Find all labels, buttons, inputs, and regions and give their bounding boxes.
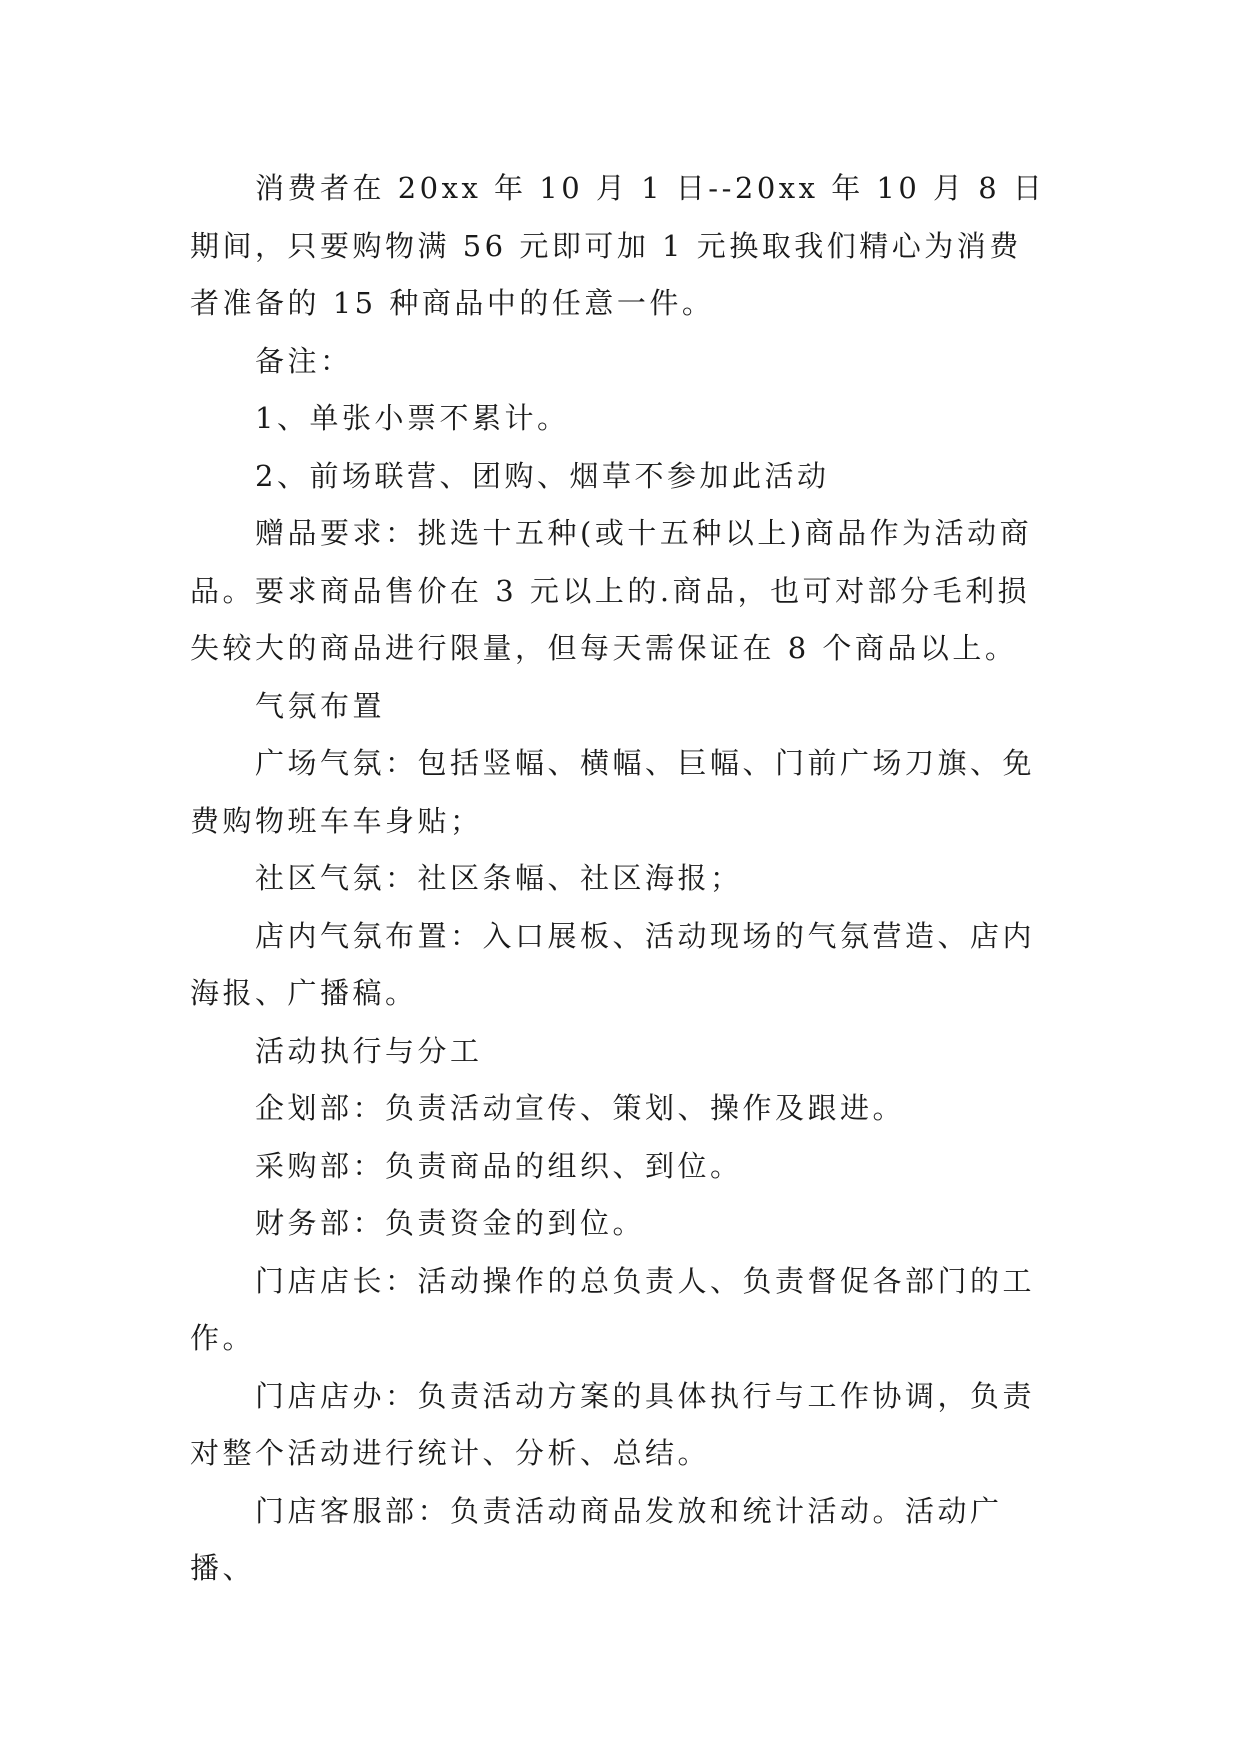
paragraph-note-2: 2、前场联营、团购、烟草不参加此活动 — [255, 458, 830, 493]
paragraph-community-atmosphere: 社区气氛：社区条幅、社区海报； — [255, 861, 743, 895]
paragraph-finance-dept: 财务部：负责资金的到位。 — [255, 1206, 646, 1240]
paragraph-store-atmosphere: 店内气氛布置：入口展板、活动现场的气氛营造、店内海报、广播稿。 — [190, 918, 1036, 1010]
paragraph-gift-requirements: 赠品要求：挑选十五种(或十五种以上)商品作为活动商品。要求商品售价在 3 元以上的.商品，也可对部分毛利损失较大的商品进行限量，但每天需保证在 8 个商品以上。 — [190, 516, 1033, 665]
paragraph-store-office: 门店店办：负责活动方案的具体执行与工作协调，负责对整个活动进行统计、分析、总结。 — [190, 1378, 1036, 1470]
paragraph-notes-heading: 备注： — [255, 343, 353, 378]
paragraph-plaza-atmosphere: 广场气氛：包括竖幅、横幅、巨幅、门前广场刀旗、免费购物班车车身贴； — [190, 746, 1036, 838]
paragraph-purchasing-dept: 采购部：负责商品的组织、到位。 — [255, 1148, 743, 1183]
paragraph-atmosphere-heading: 气氛布置 — [255, 688, 386, 723]
paragraph-store-manager: 门店店长：活动操作的总负责人、负责督促各部门的工作。 — [190, 1263, 1036, 1355]
paragraph-planning-dept: 企划部：负责活动宣传、策划、操作及跟进。 — [255, 1091, 906, 1125]
paragraph-execution-heading: 活动执行与分工 — [255, 1033, 483, 1068]
document-body — [190, 160, 1050, 1598]
paragraph-customer-service: 门店客服部：负责活动商品发放和统计活动。活动广播、 — [190, 1493, 1003, 1585]
paragraph-promotion-terms: 消费者在 20xx 年 10 月 1 日--20xx 年 10 月 8 日期间，只要购物满 56 元即可加 1 元换取我们精心为消费者准备的 15 种商品中的任意一件。 — [190, 171, 1046, 320]
paragraph-note-1: 1、单张小票不累计。 — [255, 401, 570, 435]
